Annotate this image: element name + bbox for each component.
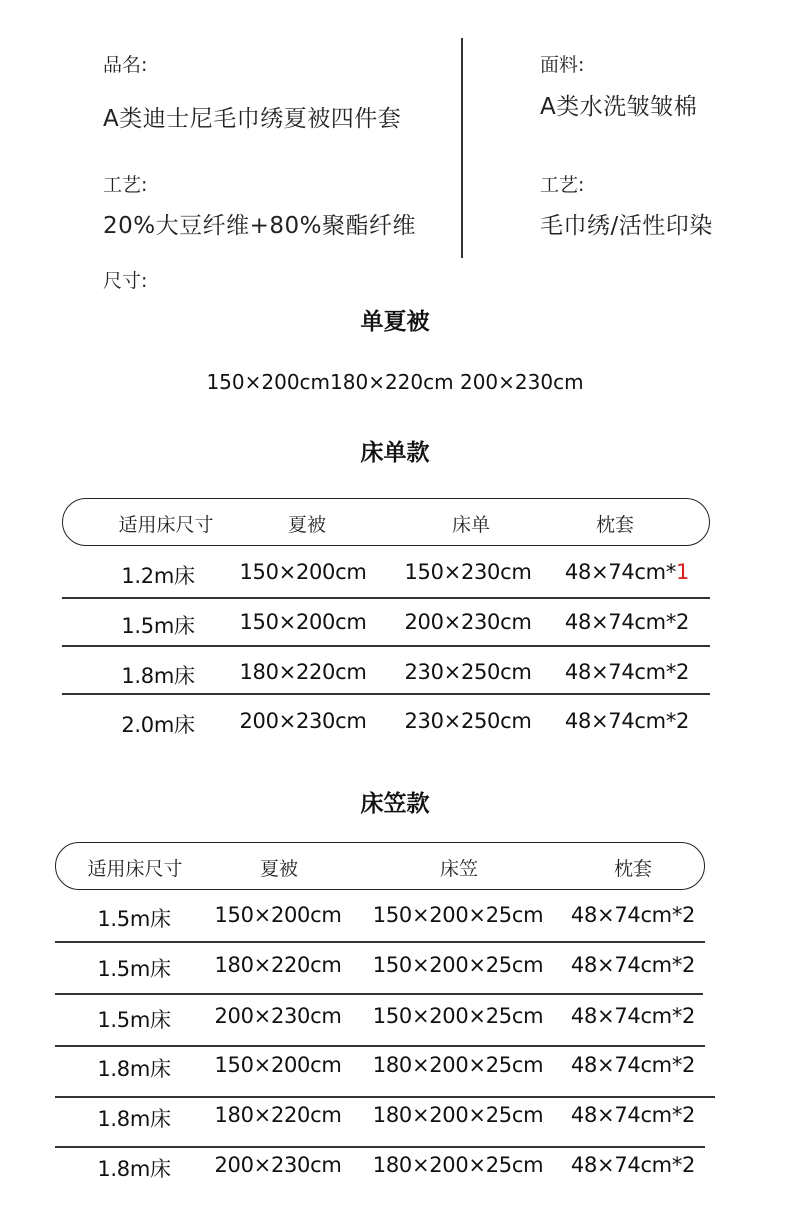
row-pillowcase bbox=[565, 709, 689, 733]
row-quilt: 150×200cm bbox=[214, 1053, 342, 1077]
row-divider bbox=[55, 1045, 705, 1047]
pillow-count: 1 bbox=[676, 560, 690, 584]
row-divider bbox=[55, 993, 703, 995]
row-bed-size: 1.2m床 bbox=[121, 564, 195, 588]
row-divider bbox=[62, 597, 710, 599]
pillow-size: 48×74cm* bbox=[564, 709, 677, 733]
pillow-count: 2 bbox=[676, 709, 690, 733]
fabric-value: A类水洗皱皱棉 bbox=[540, 94, 698, 120]
craft-left-value: 20%大豆纤维+80%聚酯纤维 bbox=[103, 213, 417, 239]
row-divider bbox=[55, 1096, 715, 1098]
row-bed-size: 1.5m床 bbox=[97, 957, 171, 981]
pillow-size: 48×74cm* bbox=[564, 560, 677, 584]
row-divider bbox=[55, 1146, 705, 1148]
row-pillowcase: 48×74cm*2 bbox=[570, 1004, 696, 1028]
header-pillowcase: 枕套 bbox=[613, 858, 653, 880]
fitted-set-header bbox=[55, 842, 705, 890]
size-label: 尺寸: bbox=[103, 270, 148, 292]
row-divider bbox=[55, 941, 705, 943]
fabric-label: 面料: bbox=[540, 54, 585, 76]
header-sheet: 床单 bbox=[451, 514, 491, 536]
craft-left-label: 工艺: bbox=[103, 174, 148, 196]
header-quilt: 夏被 bbox=[259, 858, 299, 880]
craft-right-value: 毛巾绣/活性印染 bbox=[540, 213, 713, 239]
row-pillowcase: 48×74cm*2 bbox=[570, 903, 696, 927]
fitted-set-title: 床笠款 bbox=[360, 791, 430, 817]
row-quilt: 200×230cm bbox=[214, 1153, 342, 1177]
row-quilt: 200×230cm bbox=[214, 1004, 342, 1028]
row-fitted-sheet: 150×200×25cm bbox=[372, 1004, 544, 1028]
single-quilt-title: 单夏被 bbox=[360, 309, 430, 335]
product-name-value: A类迪士尼毛巾绣夏被四件套 bbox=[103, 106, 402, 132]
row-pillowcase: 48×74cm*2 bbox=[570, 1153, 696, 1177]
row-quilt: 150×200cm bbox=[239, 560, 367, 584]
header-bed-size: 适用床尺寸 bbox=[87, 858, 183, 880]
header-pillowcase: 枕套 bbox=[595, 514, 635, 536]
row-bed-size: 1.8m床 bbox=[121, 664, 195, 688]
row-pillowcase bbox=[565, 660, 689, 684]
row-quilt: 200×230cm bbox=[239, 709, 367, 733]
row-pillowcase: 48×74cm*2 bbox=[570, 953, 696, 977]
row-fitted-sheet: 180×200×25cm bbox=[372, 1053, 544, 1077]
pillow-count: 2 bbox=[676, 610, 690, 634]
row-divider bbox=[62, 645, 710, 647]
row-bed-size: 1.8m床 bbox=[97, 1157, 171, 1181]
row-bed-size: 1.5m床 bbox=[97, 907, 171, 931]
pillow-count: 2 bbox=[676, 660, 690, 684]
row-quilt: 180×220cm bbox=[214, 953, 342, 977]
single-quilt-sizes: 150×200cm180×220cm 200×230cm bbox=[206, 370, 584, 394]
pillow-size: 48×74cm* bbox=[564, 660, 677, 684]
pillow-size: 48×74cm* bbox=[564, 610, 677, 634]
row-divider bbox=[62, 693, 710, 695]
craft-right-label: 工艺: bbox=[540, 174, 585, 196]
row-fitted-sheet: 150×200×25cm bbox=[372, 903, 544, 927]
row-bed-size: 1.5m床 bbox=[121, 614, 195, 638]
sheet-set-title: 床单款 bbox=[360, 440, 430, 466]
product-name-label: 品名: bbox=[103, 54, 148, 76]
row-bed-size: 1.8m床 bbox=[97, 1107, 171, 1131]
row-fitted-sheet: 150×200×25cm bbox=[372, 953, 544, 977]
row-bed-size: 1.5m床 bbox=[97, 1008, 171, 1032]
info-divider bbox=[461, 38, 463, 258]
header-bed-size: 适用床尺寸 bbox=[118, 514, 214, 536]
row-quilt: 180×220cm bbox=[214, 1103, 342, 1127]
row-quilt: 150×200cm bbox=[214, 903, 342, 927]
row-pillowcase bbox=[565, 560, 689, 584]
row-pillowcase: 48×74cm*2 bbox=[570, 1103, 696, 1127]
row-sheet: 200×230cm bbox=[404, 610, 532, 634]
row-fitted-sheet: 180×200×25cm bbox=[372, 1103, 544, 1127]
row-quilt: 150×200cm bbox=[239, 610, 367, 634]
row-bed-size: 1.8m床 bbox=[97, 1057, 171, 1081]
row-fitted-sheet: 180×200×25cm bbox=[372, 1153, 544, 1177]
row-quilt: 180×220cm bbox=[239, 660, 367, 684]
row-sheet: 230×250cm bbox=[404, 709, 532, 733]
header-fitted-sheet: 床笠 bbox=[439, 858, 479, 880]
sheet-set-header bbox=[62, 498, 710, 546]
row-sheet: 150×230cm bbox=[404, 560, 532, 584]
row-sheet: 230×250cm bbox=[404, 660, 532, 684]
header-quilt: 夏被 bbox=[287, 514, 327, 536]
row-pillowcase: 48×74cm*2 bbox=[570, 1053, 696, 1077]
row-pillowcase bbox=[565, 610, 689, 634]
row-bed-size: 2.0m床 bbox=[121, 713, 195, 737]
